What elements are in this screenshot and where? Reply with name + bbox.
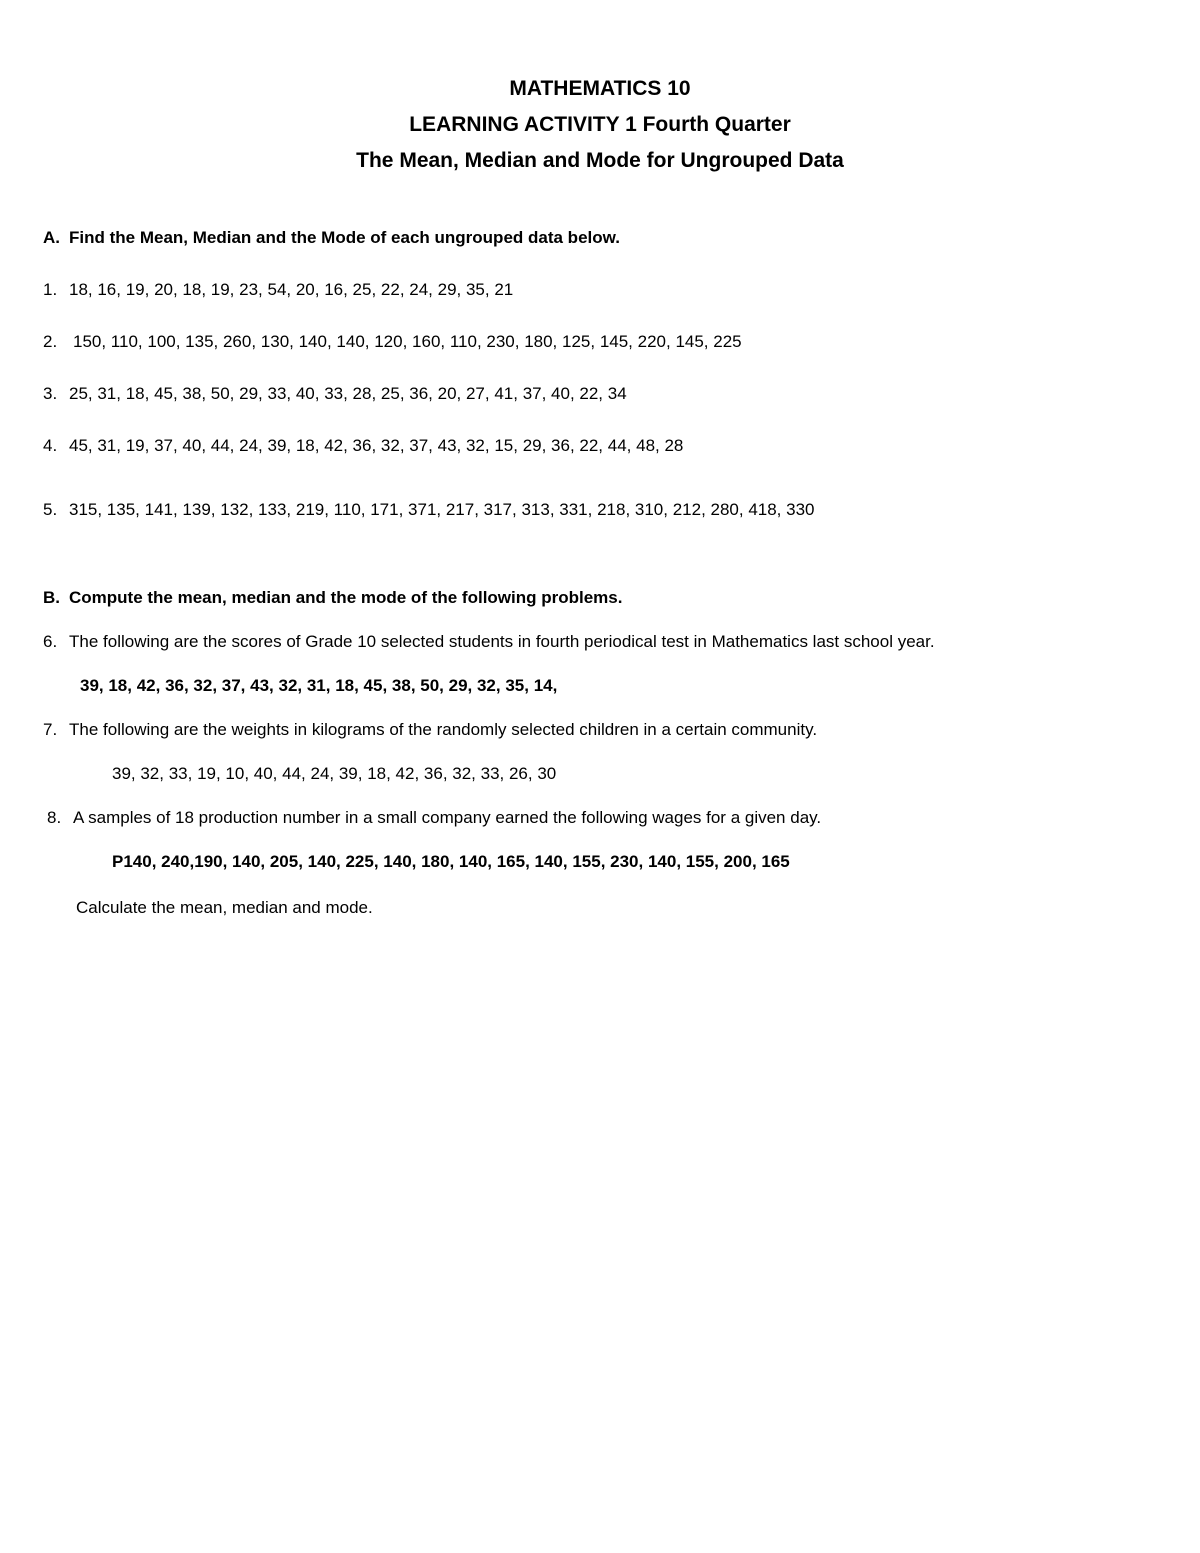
problem-text: The following are the weights in kilograms of the randomly selected children in a certain community. [69, 720, 818, 739]
problem-text: A samples of 18 production number in a small company earned the following wages for a given day. [73, 808, 822, 827]
part-b-instruction: Compute the mean, median and the mode of the following problems. [69, 588, 623, 607]
item-number: 1. [43, 280, 58, 299]
item-5 [43, 499, 815, 521]
part-b-label: B. [43, 588, 60, 607]
item-data: 45, 31, 19, 37, 40, 44, 24, 39, 18, 42, 36, 32, 37, 43, 32, 15, 29, 36, 22, 44, 48, 28 [69, 436, 684, 455]
problem-number: 6. [43, 632, 58, 651]
part-a-instruction: Find the Mean, Median and the Mode of each ungrouped data below. [69, 228, 620, 247]
topic-title: The Mean, Median and Mode for Ungrouped Data [356, 149, 844, 172]
problem-6-data: 39, 18, 42, 36, 32, 37, 43, 32, 31, 18, 45, 38, 50, 29, 32, 35, 14, [80, 676, 558, 695]
item-2 [43, 331, 742, 353]
problem-7-statement [43, 719, 817, 741]
problem-number: 7. [43, 720, 58, 739]
part-a-heading [43, 227, 620, 249]
problem-text: The following are the scores of Grade 10 selected students in fourth periodical test in Mathematics last school year. [69, 632, 935, 651]
item-4 [43, 435, 683, 457]
problem-8-data: P140, 240,190, 140, 205, 140, 225, 140, 180, 140, 165, 140, 155, 230, 140, 155, 200, 165 [112, 852, 790, 871]
problem-8-statement [47, 807, 821, 829]
item-number: 3. [43, 384, 58, 403]
item-number: 4. [43, 436, 58, 455]
item-data: 18, 16, 19, 20, 18, 19, 23, 54, 20, 16, 25, 22, 24, 29, 35, 21 [69, 280, 514, 299]
item-1 [43, 279, 513, 301]
problem-7-data: 39, 32, 33, 19, 10, 40, 44, 24, 39, 18, 42, 36, 32, 33, 26, 30 [112, 764, 557, 783]
item-data: 25, 31, 18, 45, 38, 50, 29, 33, 40, 33, 28, 25, 36, 20, 27, 41, 37, 40, 22, 34 [69, 384, 627, 403]
item-data: 315, 135, 141, 139, 132, 133, 219, 110, 171, 371, 217, 317, 313, 331, 218, 310, 212, 280, 418, 330 [69, 500, 815, 519]
item-number: 5. [43, 500, 58, 519]
activity-title: LEARNING ACTIVITY 1 Fourth Quarter [409, 113, 791, 136]
part-b-heading [43, 587, 622, 609]
part-a-label: A. [43, 228, 60, 247]
item-data: 150, 110, 100, 135, 260, 130, 140, 140, 120, 160, 110, 230, 180, 125, 145, 220, 145, 225 [73, 332, 742, 351]
problem-8-followup: Calculate the mean, median and mode. [76, 898, 373, 917]
problem-number: 8. [47, 808, 62, 827]
item-3 [43, 383, 627, 405]
subject-title: MATHEMATICS 10 [509, 77, 691, 100]
problem-6-statement [43, 631, 935, 653]
item-number: 2. [43, 332, 58, 351]
